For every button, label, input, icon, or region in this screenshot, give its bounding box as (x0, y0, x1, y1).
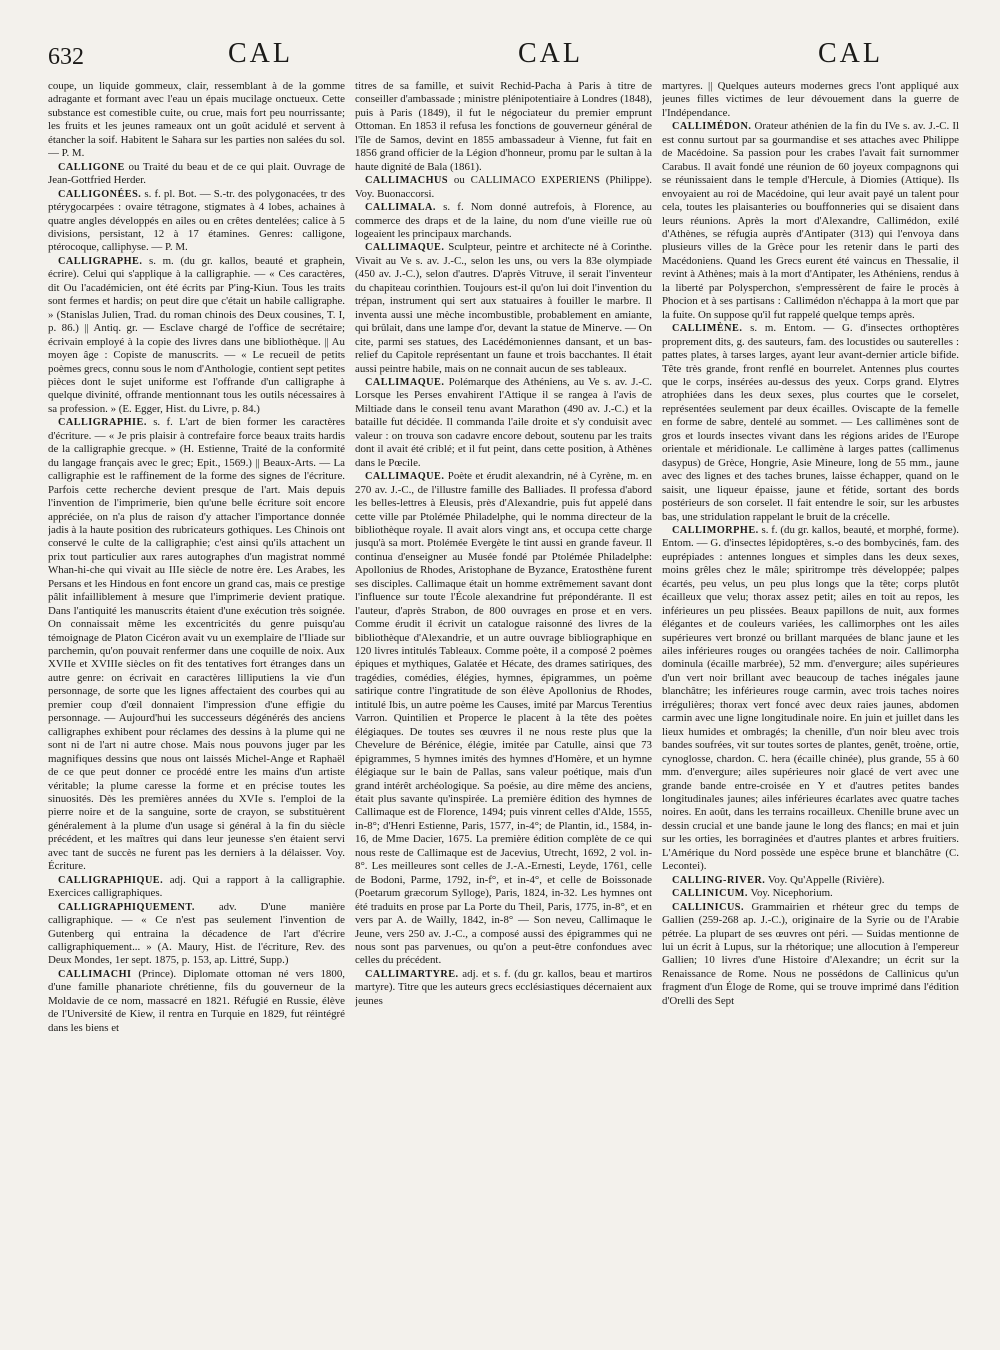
entry-headword: CALLIMALA. (365, 202, 436, 214)
dictionary-entry (355, 241, 652, 376)
entry-body: Voy. Qu'Appelle (Rivière). (767, 873, 885, 886)
entry-body: Sculpteur, peintre et architecte né à Corinthe. Vivait au Ve s. av. J.-C., selon les uns, ou vers la 83e olympiade (450 av. J.-C.), selon d'autres. D'après Vitruve, il serait l'inventeur du chapiteau corinthien. Toujours est-il qu'on lui doit l'invention du trépan, instrument qui sert aux statuaires à fouiller le marbre. Il inventa aussi une mèche incombustible, probablement en amiante, qui brûlait, dans une lampe d'or, devant la statue de Minerve. — On cite, parmi ses statues, des Lacédémoniennes dansant, et un bas-relief du Capitole représentant un faune et trois bacchantes. Il était aussi peintre habile, mais on ne connait aucun de ses tableaux. (355, 241, 652, 375)
entry-body: s. m. Entom. — G. d'insectes orthoptères proprement dits, g. des sauteurs, fam. des locustides ou sauterelles : pattes plates, à tarses larges, ayant leur avant-dernier article bifide. Tête très grande, front renflé en bourrelet. Antennes plus courtes que le corps, insérées au-dessus des yeux. Corps grand. Elytres atrophiées dans les deux sexes, plus courtes que le corselet, représentées seulement par deux écailles. Oviscapte de la femelle en forme de sabre, dentelé au sommet. — Les callimènes sont de gros et lourds insectes vivant dans les régions arides de l'Europe orientale et méridionale. Le callimène à larges pattes (callimenus dasypus) de Grèce, Hongrie, Asie Mineure, long de 55 mm., jaune avec des lignes et des taches brunes, laisse échapper, quand on le saisit, une liqueur épaisse, jaune et fétide, sortant des bords postérieurs de son corselet. Il fait entendre le soir, sur les arbustes bas, une stridulation rappelant le bruit de la crécelle. (662, 322, 959, 523)
entry-body: titres de sa famille, et suivit Rechid-Pacha à Paris à titre de conseiller d'ambassade ; ministre plénipotentiaire à Londres (1848), puis à Paris (1849), il fut le négociateur du premier emprunt Ottoman. En 1853 il refusa les fonctions de gouverneur général de l'île de Samos, devint en 1855 ambassadeur à Vienne, fut fait en 1856 grand officier de la Légion d'honneur, promu par le sultan à la haute dignité de Bala (1861). (355, 80, 652, 173)
entry-headword: CALLIMARTYRE. (365, 968, 459, 980)
entry-headword: CALLIGRAPHIE. (58, 417, 147, 429)
entry-body: s. f. (du gr. kallos, beauté, et morphé, forme). Entom. — G. d'insectes lépidoptères, s.-o des bombycinés, fam. des euprépiades : antennes longues et simples dans les deux sexes, moins grêles chez le mâle; spiritrompe très développée; palpes écartés, peu velus, un peu plus longs que la tête; corps plutôt écailleux que velu; thorax assez petit; ailes en toit au repos, les inférieures un peu plissées. Beaux papillons de nuit, aux formes élégantes et de couleurs variées, les callimorphes ont les ailes supérieures vert bronzé ou brillant marquées de blanc jaune et les ailes inférieures rouges ou orangées tachées de noir. Callimorpha dominula (écaille marbrée), 52 mm. d'envergure; ailes supérieures d'un vert noir brillant avec beaucoup de taches inégales jaune blanchâtre; les inférieures rouge carmin, avec trois taches noires irrégulières; thorax vert foncé avec deux raies jaunes, abdomen carmin avec une ligne longitudinale noire. En juin et juillet dans les lieux humides et ombragés; la chenille, d'un noir bleu avec trois bandes soufrées, vit sur toutes sortes de plantes, genêt, troène, ortie, cynoglosse, chardon. C. hera (écaille chinée), plus grande, 55 à 60 mm. d'envergure; ailes supérieures noir glacé de vert avec une grande bande entre-croisée en Y et d'autres petites bandes longitudinales jaunes; ailes inférieures écarlates avec quatre taches noires. En août, dans les terrains rocailleux. Chenille brune avec un dessin crucial et une bande jaune le long des flancs; en mai et juin sur les orties, les borraginées et d'autres plantes et arbres fruitiers. L'Amérique du Nord possède une espèce brune et blanchâtre (C. Lecontei). (662, 523, 959, 873)
text-columns (48, 80, 960, 1342)
entry-body: s. m. (du gr. kallos, beauté et graphein, écrire). Celui qui s'applique à la calligraphie. — « Ces caractères, dit Ou l'académicien, ont été écrits par P'ing-Kiun. Tous les traits sont fermes et hardis; on peut dire que c'était un habile calligraphe. » (Stanislas Julien, Trad. du roman chinois des Deux cousines, T. I, p. 86.) || Antiq. gr. — Esclave chargé de l'office de secrétaire; écrivain employé à la copie des livres dans une bibliothèque. || Au moyen âge : Copiste de manuscrits. — « Le recueil de petits poèmes grecs, connu sous le nom d'Anthologie, contient sept petites pièces dont le sujet uniforme est l'offrande d'un calligraphe à quelque divinité, offrande mentionnant tous les outils nécessaires à sa profession. » (E. Egger, Hist. du Livre, p. 84.) (48, 254, 345, 415)
column-right (662, 80, 959, 1342)
entry-headword: CALLINICUS. (672, 901, 745, 913)
dictionary-entry (355, 376, 652, 470)
entry-body: Grammairien et rhéteur grec du temps de Gallien (259-268 ap. J.-C.), originaire de la Syrie ou de l'Arabie pétrée. La plupart de ses œuvres ont péri. — Suidas mentionne de lui un écrit à Lupus, sur la rhétorique; une allocution à l'empereur Gallien; 10 livres d'une Histoire d'Alexandre; un écrit sur la Renaissance de Rome. Nous ne possédons de Callinicus qu'un fragment d'un Éloge de Rome, qui se trouve imprimé dans l'édition d'Orelli des Sept (662, 900, 959, 1007)
entry-body: Poète et érudit alexandrin, né à Cyrène, m. en 270 av. J.-C., de l'illustre famille des Balliades. Il professa d'abord les belles-lettres à Eleusis, près d'Alexandrie, puis fut appelé dans cette ville par Ptolémée Philadelphe, qui le nomma directeur de la bibliothèque royale. Il avait alors vingt ans, et occupa cette charge jusqu'à sa mort. Ptolémée Evergète le tint aussi en grande faveur. Il continua d'enseigner au Musée fondé par Ptolémée Philadelphe: Apollonius de Rhodes, Aristophane de Byzance, Eratosthène furent ses disciples. Callimaque était un homme extrêmement savant dont l'influence sur toute l'École alexandrine fut prépondérante. Il est l'auteur, d'après Strabon, de 800 ouvrages en prose et en vers. Comme érudit il écrivit un catalogue raisonné des livres de la bibliothèque d'Alexandrie, et un autre ouvrage bibliographique en 120 livres intitulés Tableaux. Comme poète, il a composé 2 poèmes épiques et mythiques, Galatée et Hécate, des drames satiriques, des tragédies, comédies, élégies, hymnes, épigrammes, un poème satirique contre l'ingratitude de son élève Apollonius de Rhodes, intitulé Ibis, un autre poème les Causes, imité par Marcus Terentius Varron. Quintilien et Properce le placent à la tête des poètes élégiaques. De toutes ses œuvres il ne nous reste plus que la Chevelure de Bérénice, élégie, imitée par Catulle, ainsi que 73 épigrammes, 5 hymnes imités des hymnes d'Homère, et un hymne élégiaque sur le bain de Pallas, sans valeur poétique, mais d'un grand intérêt archéologique. Sa poésie, au dire même des anciens, était plus savante qu'inspirée. La première édition des hymnes de Callimaque est de Florence, 1494; puis vinrent celles d'Alde, 1555, in-8°; d'Henri Estienne, Paris, 1577, in-4°; de Plantin, id., 1584, in-16, de Mme Dacier, 1675. La première édition complète de ce qui nous reste de Callimaque est de Jacevius, Utrecht, 1692, 2 vol. in-8°. Les meilleures sont celles de J.-A.-Ernesti, Leyde, 1761, celle de Bodoni, Parme, 1792, in-f°, et in-4°, et celle de Boissonade (Poetarum græcorum Sylloge), Paris, 1824, in-32. Les hymnes ont été traduits en prose par La Porte du Theil, Paris, 1775, in-8°, et en vers par A. de Wailly, 1842, in-8° — Son neveu, Callimaque le Jeune, vers 250 av. J.-C., a composé aussi des épigrammes qui ne nous sont pas parvenues, ou qu'on a peut-être confondues avec celles du précédent. (355, 470, 652, 967)
dictionary-entry (355, 470, 652, 968)
entry-body: adv. D'une manière calligraphique. — « Ce n'est pas seulement l'invention de Gutenberg qui entraina la décadence de l'art d'écrire calligraphiquement... » (A. Maury, Hist. de l'écriture, Rev. des Deux Mondes, 1er sept. 1875, p. 153, ap. Littré, Supp.) (48, 900, 345, 967)
entry-headword: CALLIMACHUS (365, 175, 449, 187)
entry-headword: CALLIMAQUE. (365, 471, 445, 483)
entry-headword: CALLIMÉDON. (672, 121, 752, 133)
entry-body: coupe, un liquide gommeux, clair, ressemblant à de la gomme adragante et formant avec l'eau un épais mucilage onctueux. Cette substance est comestible cuite, ou crue, mais fort peu nourrissante; les fruits et les jeunes rameaux ont un goût acidulé et servent à étancher la soif. Habitent le Sahara sur les parties non salées du sol. — P. M. (48, 80, 345, 160)
dictionary-entry (48, 901, 345, 968)
dictionary-entry (48, 255, 345, 416)
entry-headword: CALLIMAQUE. (365, 242, 445, 254)
entry-body: martyres. || Quelques auteurs modernes grecs l'ont appliqué aux jeunes filles victimes de leur dévouement dans la guerre de l'Indépendance. (662, 80, 959, 119)
dictionary-entry (662, 887, 959, 900)
dictionary-entry (48, 968, 345, 1035)
entry-body: ou CALLIMACO EXPERIENS (Philippe). Voy. Buonaccorsi. (355, 174, 652, 200)
entry-headword: CALLIGRAPHIQUEMENT. (58, 901, 195, 913)
header-guide-word-left: CAL (228, 38, 293, 69)
dictionary-entry (48, 80, 345, 161)
dictionary-entry (662, 874, 959, 887)
header-guide-word-center: CAL (518, 38, 583, 69)
column-middle (355, 80, 652, 1342)
dictionary-entry (48, 161, 345, 188)
entry-body: adj. Qui a rapport à la calligraphie. Exercices calligraphiques. (48, 873, 345, 900)
entry-body: Orateur athénien de la fin du IVe s. av. J.-C. Il est connu surtout par sa gourmandise et ses attaches avec Philippe de Macédoine. Sa passion pour les crabes l'avait fait surnommer Carabus. Il avait fondé une réunion de 60 joyeux compagnons qui se réunissaient dans le temple d'Hercule, à Diomies (Attique). Ils envoyaient au roi de Macédoine, qui leur avait payé un talent pour cela, toutes les plaisanteries ou bouffonneries qui se disaient dans leurs réunions. Après la mort d'Alexandre, Callimédon, exilé d'Athènes, se réfugia auprès d'Antipater (313) qui l'envoya dans plusieurs villes de la Grèce pour les retenir dans le parti des Macédoniens. Quand les Grecs eurent été vaincus en Thessalie, il revint à Athènes; mais à la mort d'Antipater, les Athéniens, rendus à la liberté par Polysperchon, s'empressèrent de faire le procès à Phocion et à ses partisans : Callimédon n'échappa à la mort que par la fuite. On suppose qu'il fut rappelé quelque temps après. (662, 120, 959, 321)
entry-headword: CALLIGRAPHIQUE. (58, 874, 164, 886)
entry-headword: CALLIGRAPHE. (58, 255, 143, 267)
header-guide-word-right: CAL (818, 38, 883, 69)
entry-body: Voy. Nicephorium. (750, 887, 833, 900)
entry-headword: CALLIMACHI (58, 968, 132, 980)
entry-body: s. f. L'art de bien former les caractères d'écriture. — « Je pris plaisir à contrefaire force beaux traits hardis de la calligraphie grecque. » (H. Estienne, Traité de la conformité du langage français avec le grec; Epit., 1569.) || Beaux-Arts. — La calligraphie est le raffinement de la forme des signes de l'écriture. Parfois cette recherche devient presque de l'art. Mais depuis l'invention de l'imprimerie, bien qu'une belle écriture soit encore appréciée, on n'a plus de raison d'y attacher l'importance donnée jadis à la haute position des rubricateurs gothiques. Les Chinois ont conservé le culte de la calligraphie; c'est ainsi qu'ils attachent un prix tout particulier aux rares autographes d'un magistrat nommé Whan-hi-che qui vivait au IIIe siècle de notre ère. Les Arabes, les Persans et les Hindous en font encore un grand cas, mais ce prestige pâlit infailliblement à mesure que l'imprimerie devient pratique. Dans l'antiquité les manuscrits étaient d'une exécution très soignée. On connaissait même les excentricités du genre puisqu'au témoignage de Platon Cicéron avait vu un exemplaire de l'Iliade sur parchemin, qu'on pouvait renfermer dans une coquille de noix. Aux XVIIe et XVIIIe siècles on fit des tentatives fort étranges dans un autre genre: on écrivait en caractères lilliputiens la vie d'un personnage, de sorte que les lignes affectaient des courbes qui au premier coup d'œil donnaient l'impression d'une effigie du personnage. — Aujourd'hui les successeurs dégénérés des anciens calligraphes exhibent pour réclames des dessins à la plume qui ne sont ni de l'art ni autre chose. Mais nous pouvons juger par les magnifiques dessins que nous ont laissés Michel-Ange et Raphaël de ce que peut donner ce procédé entre les mains d'un artiste véritable; la plume caresse la forme et en précise toutes les sinuosités. Dès les premières années du XVIe s. l'emploi de la pierre noire et de la sanguine, sorte de crayon, se substituèrent généralement à la plume d'un usage si général à la fin du siècle précédent, et les maîtres qui dans leur jeunesse s'en étaient servi avec tant de succès ne furent pas les derniers à la délaisser. Voy. Écriture. (48, 416, 345, 873)
entry-body: (Prince). Diplomate ottoman né vers 1800, d'une famille phanariote chrétienne, fils du gouverneur de la Moldavie de ce nom, massacré en 1821. Réfugié en Russie, élève de l'Université de Kiew, il rentra en Turquie en 1829, fut réintégré dans les biens et (48, 967, 345, 1034)
entry-body: s. f. pl. Bot. — S.-tr. des polygonacées, tr des ptérygocarpées : ovaire tétragone, stigmates à 4 lobes, achaines à quatre angles développés en ailes ou en crêtes dentelées; calice à 5 divisions, persistant, 12 à 17 étamines. Genres: calligone, ptérocoque, calliphyse. — P. M. (48, 187, 345, 254)
entry-headword: CALLIMORPHE. (672, 524, 759, 536)
entry-body: ou Traité du beau et de ce qui plait. Ouvrage de Jean-Gottfried Herder. (48, 160, 345, 187)
entry-headword: CALLIMAQUE. (365, 376, 445, 388)
dictionary-entry (662, 524, 959, 874)
dictionary-entry (662, 120, 959, 322)
entry-headword: CALLIGONÉES. (58, 188, 142, 200)
page-number: 632 (48, 44, 84, 70)
entry-headword: CALLIGONE (58, 161, 125, 173)
dictionary-entry (355, 174, 652, 201)
entry-headword: CALLIMÈNE. (672, 323, 743, 335)
entry-body: s. f. Nom donné autrefois, à Florence, au commerce des draps et de la laine, du nom d'une vieille rue où logeaient les principaux marchands. (355, 201, 652, 240)
entry-body: adj. et s. f. (du gr. kallos, beau et martiros martyre). Titre que les auteurs grecs ecclésiastiques décernaient aux jeunes (355, 967, 652, 1007)
dictionary-entry (662, 322, 959, 524)
dictionary-entry (48, 874, 345, 901)
entry-headword: CALLINICUM. (672, 888, 748, 900)
running-header (48, 38, 962, 78)
dictionary-entry (662, 901, 959, 1009)
dictionary-entry (355, 80, 652, 174)
dictionary-entry (48, 416, 345, 873)
dictionary-entry (48, 188, 345, 255)
dictionary-entry (662, 80, 959, 120)
dictionary-entry (355, 201, 652, 241)
dictionary-entry (355, 968, 652, 1008)
entry-headword: CALLING-RIVER. (672, 874, 766, 886)
column-left (48, 80, 345, 1342)
entry-body: Polémarque des Athéniens, au Ve s. av. J.-C. Lorsque les Perses envahirent l'Attique il se rangea à l'avis de Miltiade dans le conseil tenu avant Marathon (490 av. J.-C.) et la bataille fut décidée. Il commanda l'aile droite et s'y conduisit avec valeur : on trouva son cadavre encore debout, soutenu par les traits dont il avait été criblé; et il fut peint, dans cette position, à Athènes dans le Pœcile. (355, 375, 652, 469)
